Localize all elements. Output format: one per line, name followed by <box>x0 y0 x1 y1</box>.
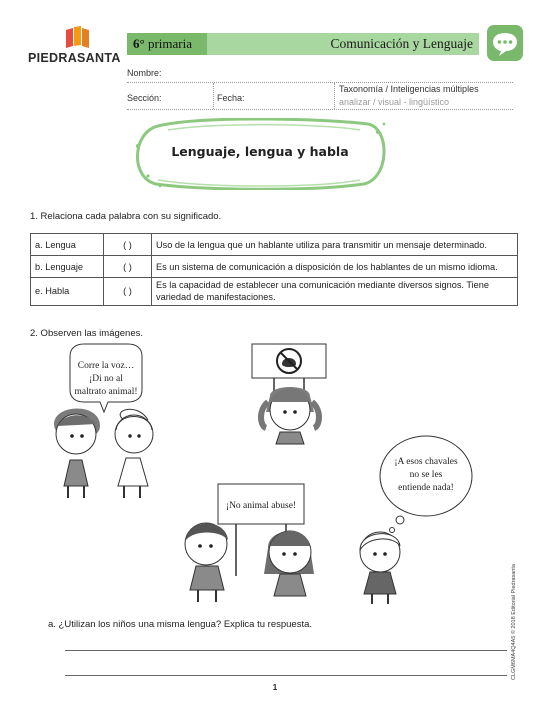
bubble-right-line-1: ¡A esos chavales <box>394 457 458 467</box>
name-line[interactable] <box>127 82 513 83</box>
grade-word: primaria <box>147 36 192 51</box>
grade-number: 6° <box>133 36 145 51</box>
bubble-left-line-1: Corre la voz… <box>77 361 135 371</box>
definition-cell: Es la capacidad de establecer una comunicación mediante diversos signos. Tiene variedad de manifestaciones. <box>152 278 518 306</box>
speech-bubble-icon <box>486 24 524 62</box>
page-number: 1 <box>272 683 278 692</box>
taxonomy-value: analizar / visual - lingüístico <box>339 97 450 107</box>
book-logo-icon <box>64 26 92 50</box>
logo-wordmark: PIEDRASANTA <box>28 51 121 65</box>
thought-bubble <box>380 436 472 533</box>
no-dog-sign-illustration <box>252 344 326 444</box>
illustration-scene <box>30 340 520 610</box>
definition-cell: Uso de la lengua que un hablante utiliza para transmitir un mensaje determinado. <box>152 234 518 256</box>
bubble-left-line-2: ¡Di no al <box>89 374 123 384</box>
grade-tab <box>127 33 207 55</box>
question-2-prompt: 2. Observen las imágenes. <box>30 328 144 339</box>
question-1-prompt: 1. Relaciona cada palabra con su significado. <box>30 211 222 222</box>
table-row <box>31 256 518 278</box>
answer-line-1[interactable] <box>65 650 507 651</box>
subject-title: Comunicación y Lenguaje <box>330 36 473 51</box>
left-speech-bubble <box>70 344 142 412</box>
children-protest-illustration <box>185 523 400 604</box>
answer-blank[interactable]: ( ) <box>104 234 152 256</box>
page-title: Lenguaje, lengua y habla <box>171 144 349 159</box>
answer-blank[interactable]: ( ) <box>104 278 152 306</box>
table-row <box>31 278 518 306</box>
sign-text: ¡No animal abuse! <box>225 501 297 511</box>
divider <box>213 83 214 109</box>
term-cell: e. Habla <box>31 278 104 306</box>
matching-table <box>30 233 518 306</box>
section-line <box>127 109 513 110</box>
taxonomy-label: Taxonomía / Inteligencias múltiples <box>339 84 479 94</box>
definition-cell: Es un sistema de comunicación a disposición de los hablantes de un mismo idioma. <box>152 256 518 278</box>
header-bar <box>127 33 479 55</box>
divider <box>334 83 335 109</box>
question-2a-prompt: a. ¿Utilizan los niños una misma lengua? Explica tu respuesta. <box>48 619 313 630</box>
section-label: Sección: <box>127 93 162 103</box>
term-cell: b. Lenguaje <box>31 256 104 278</box>
answer-blank[interactable]: ( ) <box>104 256 152 278</box>
term-cell: a. Lengua <box>31 234 104 256</box>
bubble-right-line-2: no se les <box>409 470 443 480</box>
date-label: Fecha: <box>217 93 245 103</box>
copyright-credit: CLGM6MA4Q4A5 © 2018 Editorial Piedrasanta <box>511 564 517 680</box>
table-row <box>31 234 518 256</box>
children-whispering-illustration <box>54 409 153 499</box>
bubble-left-line-3: maltrato animal! <box>74 387 138 397</box>
name-label: Nombre: <box>127 68 162 78</box>
answer-line-2[interactable] <box>65 675 507 676</box>
bubble-right-line-3: entiende nada! <box>398 483 454 493</box>
